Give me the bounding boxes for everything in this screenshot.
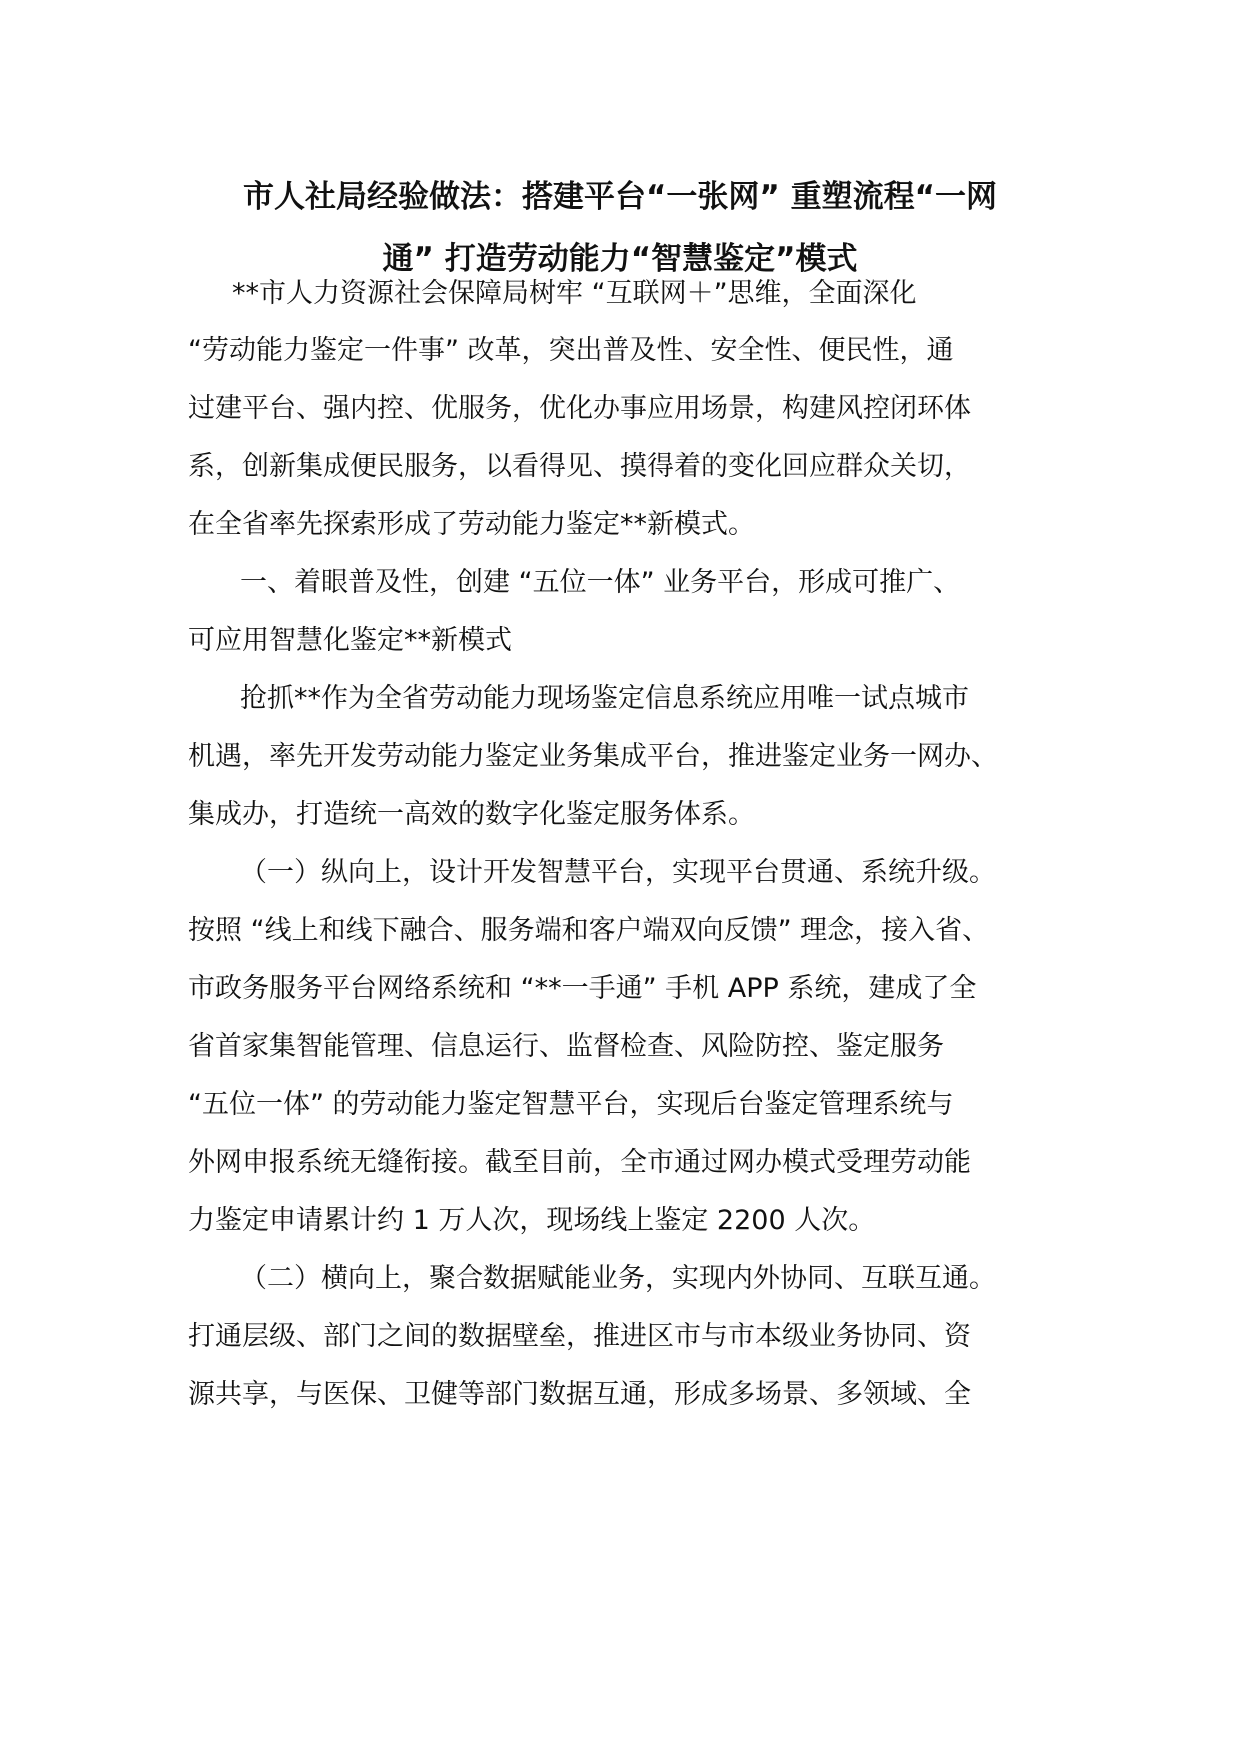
body-line-6: 一、着眼普及性，创建 “五位一体” 业务平台，形成可推广、 xyxy=(240,567,961,598)
body-line-4: 系，创新集成便民服务，以看得见、摸得着的变化回应群众关切， xyxy=(188,451,971,482)
body-line-14: 省首家集智能管理、信息运行、监督检查、风险防控、鉴定服务 xyxy=(188,1031,944,1062)
body-line-3: 过建平台、强内控、优服务，优化办事应用场景，构建风控闭环体 xyxy=(188,393,971,424)
body-line-19: 打通层级、部门之间的数据壁垒，推进区市与市本级业务协同、资 xyxy=(188,1321,971,1352)
body-line-1: **市人力资源社会保障局树牢 “互联网＋”思维，全面深化 xyxy=(232,278,917,309)
body-line-16: 外网申报系统无缝衔接。截至目前，全市通过网办模式受理劳动能 xyxy=(188,1147,971,1178)
document-title-line-1: 市人社局经验做法：搭建平台“一张网” 重塑流程“一网 xyxy=(243,179,997,215)
body-line-17: 力鉴定申请累计约 1 万人次，现场线上鉴定 2200 人次。 xyxy=(188,1205,876,1236)
body-line-11: （一）纵向上，设计开发智慧平台，实现平台贯通、系统升级。 xyxy=(240,857,996,888)
body-line-20: 源共享，与医保、卫健等部门数据互通，形成多场景、多领域、全 xyxy=(188,1379,971,1410)
body-line-7: 可应用智慧化鉴定**新模式 xyxy=(188,625,512,656)
body-line-10: 集成办，打造统一高效的数字化鉴定服务体系。 xyxy=(188,799,755,830)
body-line-15: “五位一体” 的劳动能力鉴定智慧平台，实现后台鉴定管理系统与 xyxy=(188,1089,954,1120)
document-title-line-2: 通” 打造劳动能力“智慧鉴定”模式 xyxy=(382,241,858,277)
body-line-2: “劳动能力鉴定一件事” 改革，突出普及性、安全性、便民性，通 xyxy=(188,335,954,366)
body-line-18: （二）横向上，聚合数据赋能业务，实现内外协同、互联互通。 xyxy=(240,1263,996,1294)
body-line-9: 机遇，率先开发劳动能力鉴定业务集成平台，推进鉴定业务一网办、 xyxy=(188,741,998,772)
body-line-5: 在全省率先探索形成了劳动能力鉴定**新模式。 xyxy=(188,509,755,540)
body-line-8: 抢抓**作为全省劳动能力现场鉴定信息系统应用唯一试点城市 xyxy=(240,683,969,714)
body-line-13: 市政务服务平台网络系统和 “**一手通” 手机 APP 系统，建成了全 xyxy=(188,973,977,1004)
body-line-12: 按照 “线上和线下融合、服务端和客户端双向反馈” 理念，接入省、 xyxy=(188,915,990,946)
